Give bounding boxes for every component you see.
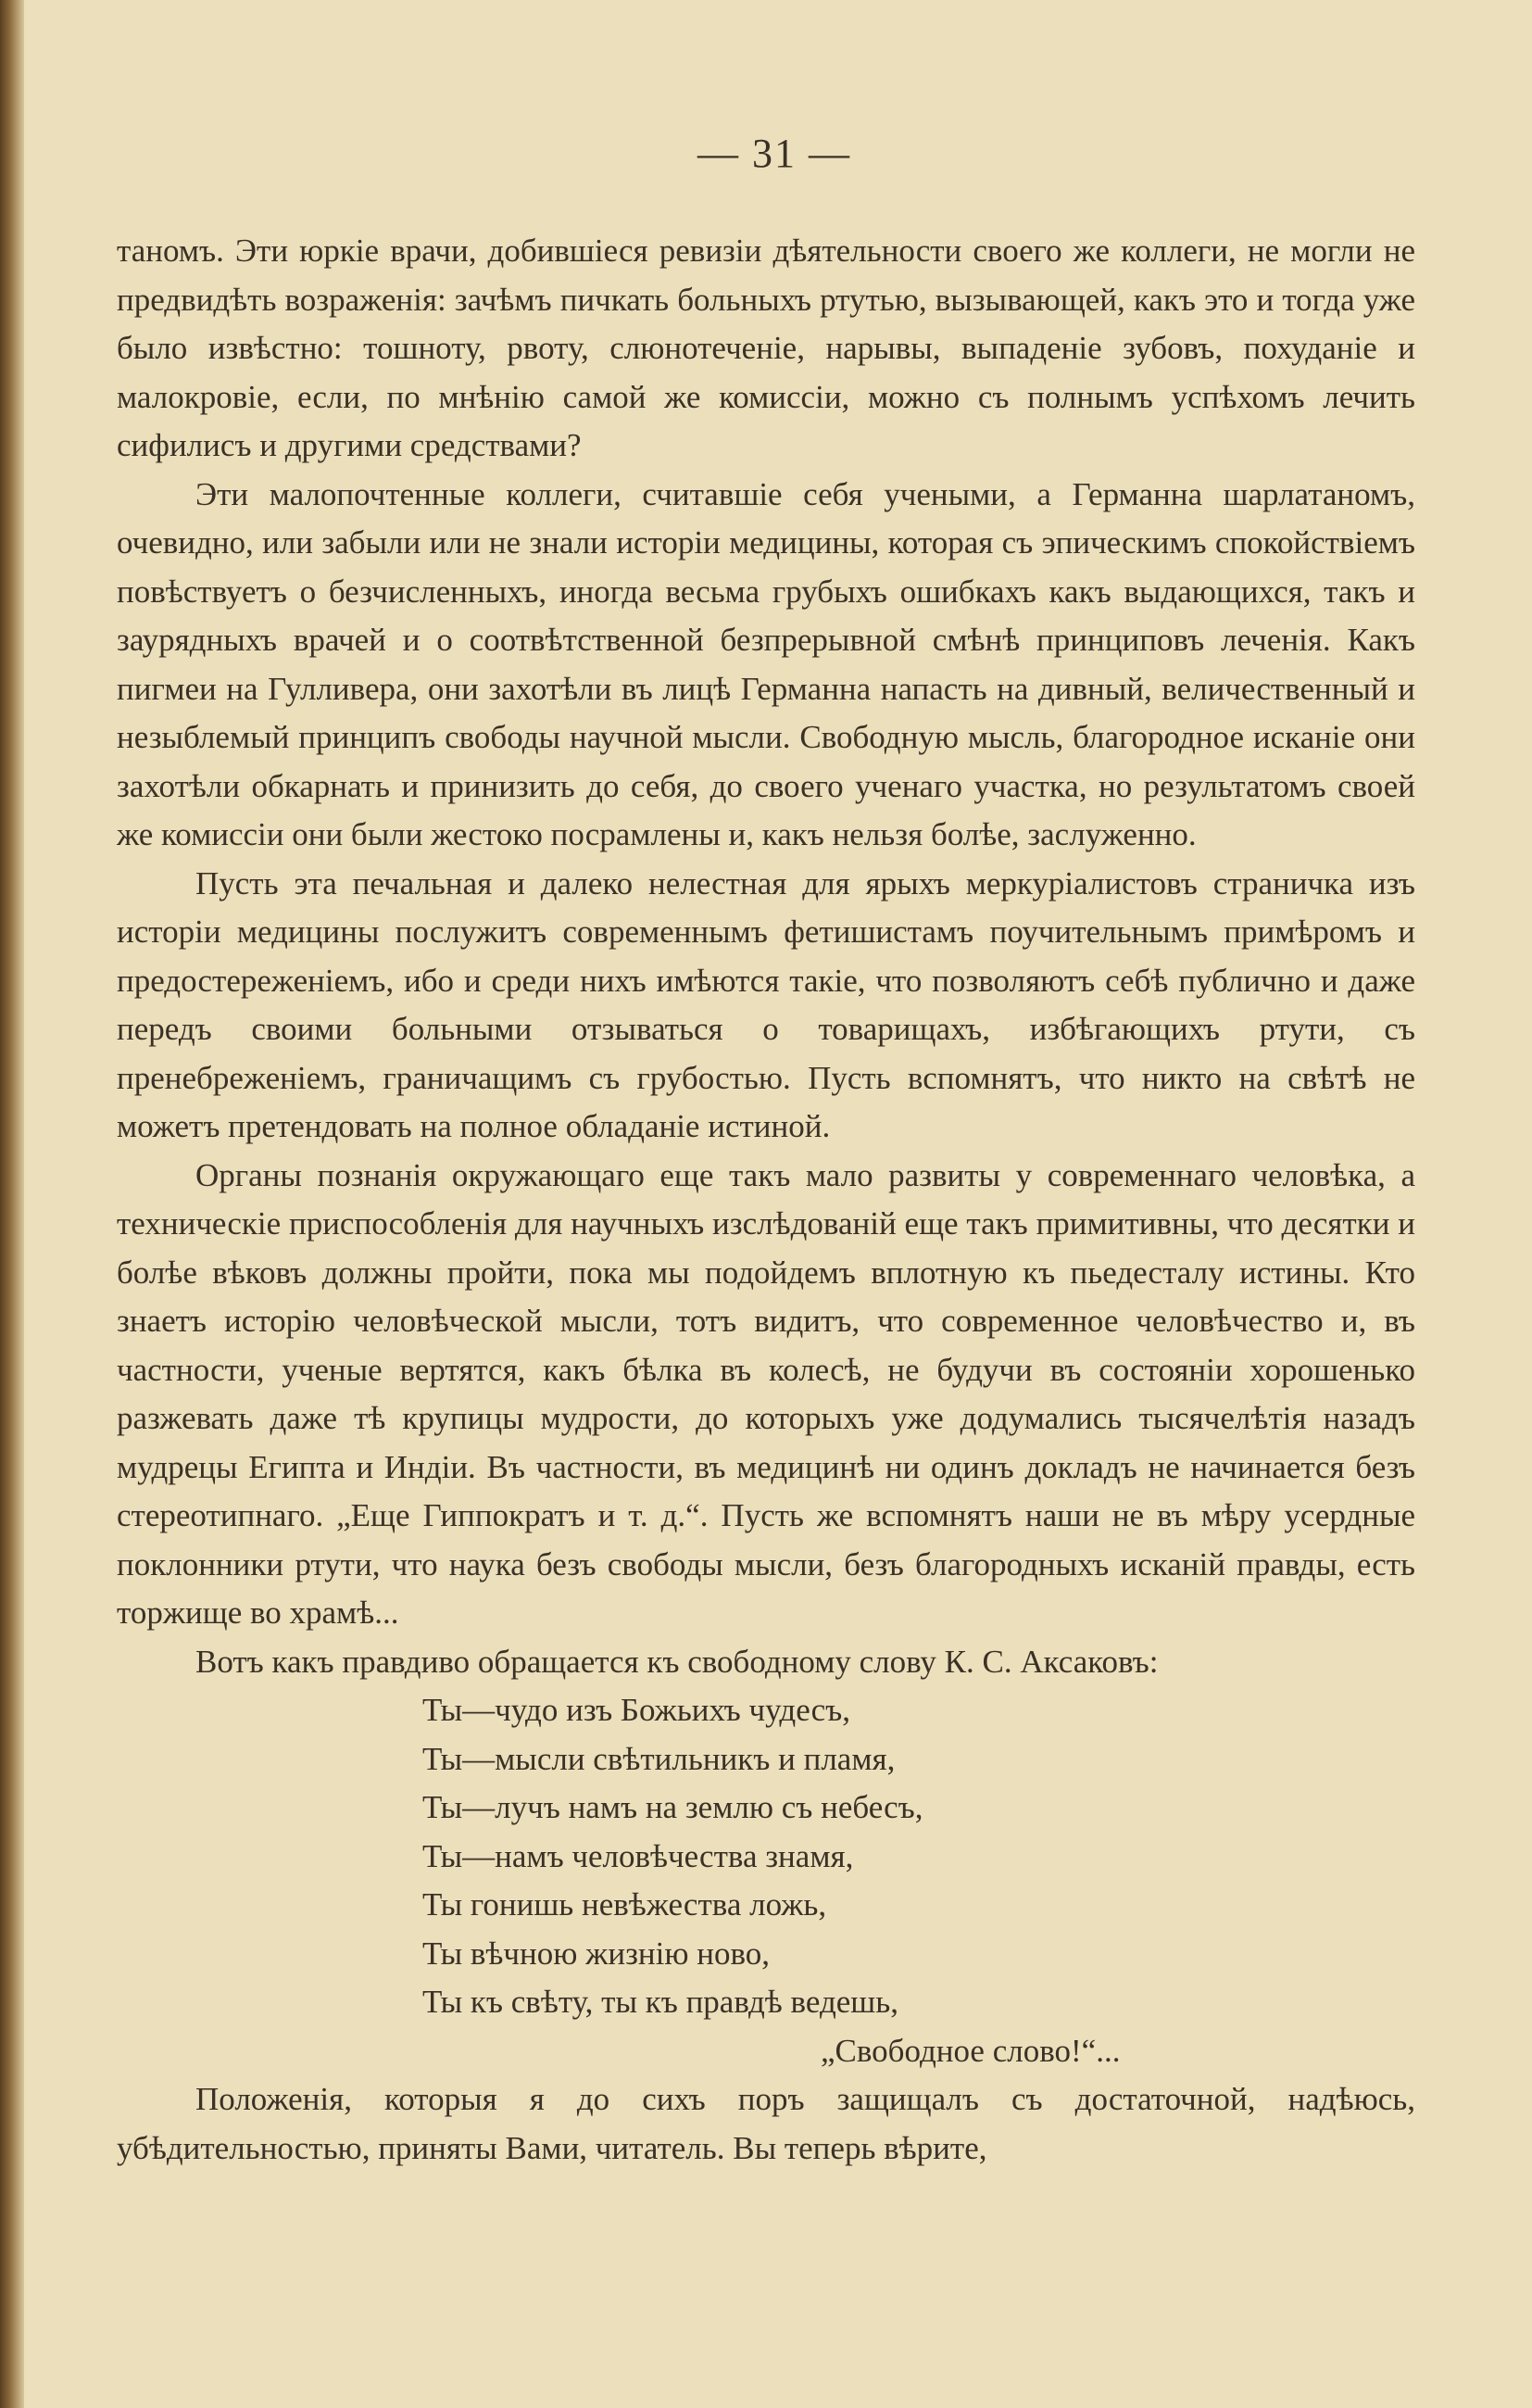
poem-line: Ты вѣчною жизнію ново, — [422, 1935, 771, 1972]
poem-line: Ты къ свѣту, ты къ правдѣ ведешь, — [422, 1984, 898, 2020]
poem-line: Ты гонишь невѣжества ложь, — [422, 1886, 827, 1923]
poem-line: Ты—намъ человѣчества знамя, — [422, 1837, 854, 1874]
poem-quote — [422, 1686, 1349, 2075]
paragraph-1: таномъ. Эти юркіе врачи, добившіеся ревизіи дѣятельности своего же коллеги, не могли не предвидѣть возраженія: зачѣмъ пичкать больныхъ ртутью, вызывающей, какъ это и тогда уже было извѣстно: тошноту, рвоту, слюнотеченіе, нарывы, выпаденіе зубовъ, похуданіе и малокровіе, если, по мнѣнію самой же комиссіи, можно съ полнымъ успѣхомъ лечить сифилисъ и другими средствами? — [117, 233, 1415, 463]
poem-line: Ты—мысли свѣтильникъ и пламя, — [422, 1740, 896, 1777]
closing-paragraph: Положенія, которыя я до сихъ поръ защищалъ съ достаточной, надѣюсь, убѣдительностью, приняты Вами, читатель. Вы теперь вѣрите, — [117, 2081, 1415, 2166]
poem-line: „Свободное слово!“... — [821, 2032, 1121, 2069]
paragraph-2: Эти малопочтенные коллеги, считавшіе себя учеными, а Германна шарлатаномъ, очевидно, или забыли или не знали исторіи медицины, которая съ эпическимъ спокойствіемъ повѣствуетъ о безчисленныхъ, иногда весьма грубыхъ ошибкахъ какъ выдающихся, такъ и заурядныхъ врачей и о соотвѣтственной безпрерывной смѣнѣ принциповъ леченія. Какъ пигмеи на Гулливера, они захотѣли въ лицѣ Германна напасть на дивный, величественный и незыблемый принципъ свободы научной мысли. Свободную мысль, благородное исканіе они захотѣли обкарнать и принизить до себя, до своего ученаго участка, но результатомъ своей же комиссіи они были жестоко посрамлены и, какъ нельзя болѣе, заслуженно. — [117, 475, 1415, 852]
paragraph-3: Пусть эта печальная и далеко нелестная для ярыхъ меркуріалистовъ страничка изъ исторіи медицины послужитъ современнымъ фетишистамъ поучительнымъ примѣромъ и предостереженіемъ, ибо и среди нихъ имѣются такіе, что позволяютъ себѣ публично и даже передъ своими больными отзываться о товарищахъ, избѣгающихъ ртути, съ пренебреженіемъ, граничащимъ съ грубостью. Пусть вспомнятъ, что никто на свѣтѣ не можетъ претендовать на полное обладаніе истиной. — [117, 864, 1415, 1144]
page-binding-edge — [0, 0, 24, 2408]
paragraph-5: Вотъ какъ правдиво обращается къ свободному слову К. С. Аксаковъ: — [195, 1643, 1159, 1680]
page-body — [117, 227, 1415, 2173]
poem-line: Ты—лучъ намъ на землю съ небесъ, — [422, 1789, 923, 1825]
book-page — [24, 0, 1532, 2408]
page-number: — 31 — — [697, 131, 851, 176]
poem-line: Ты—чудо изъ Божьихъ чудесъ, — [422, 1692, 851, 1728]
paragraph-4: Органы познанія окружающаго еще такъ мало развиты у современнаго человѣка, а техническіе приспособленія для научныхъ изслѣдованій еще такъ примитивны, что десятки и болѣе вѣковъ должны пройти, пока мы подойдемъ вплотную къ пьедесталу истины. Кто знаетъ исторію человѣческой мысли, тотъ видитъ, что современное человѣчество и, въ частности, ученые вертятся, какъ бѣлка въ колесѣ, не будучи въ состояніи хорошенько разжевать даже тѣ крупицы мудрости, до которыхъ уже додумались тысячелѣтія назадъ мудрецы Египта и Индіи. Въ частности, въ медицинѣ ни одинъ докладъ не начинается безъ стереотипнаго. „Еще Гиппократъ и т. д.“. Пусть же вспомнятъ наши не въ мѣру усердные поклонники ртути, что наука безъ свободы мысли, безъ благородныхъ исканій правды, есть торжище во храмѣ... — [117, 1156, 1415, 1631]
